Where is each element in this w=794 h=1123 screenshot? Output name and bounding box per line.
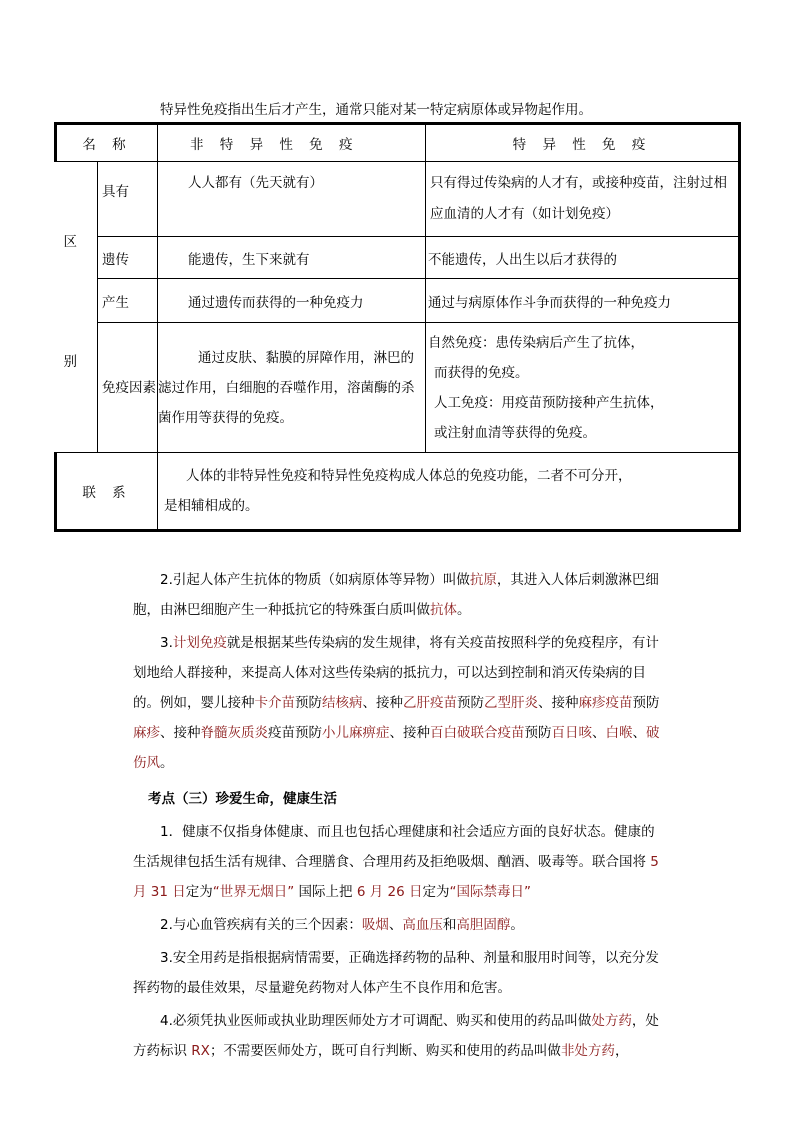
specific-line: 自然免疫：患传染病后产生了抗体， — [428, 334, 645, 351]
table-header-row — [56, 124, 740, 162]
text: ， — [614, 1043, 629, 1059]
term: 白喉 — [605, 725, 633, 741]
paragraph-antigen — [133, 565, 663, 625]
paragraph-prescription — [133, 1006, 663, 1066]
specific-line: 而获得的免疫。 — [434, 364, 529, 381]
row-nonspecific: 人人都有（先天就有） — [158, 162, 426, 237]
header-nonspecific: 非 特 异 性 免 疫 — [158, 124, 426, 162]
section-heading: 考点（三）珍爱生命，健康生活 — [148, 791, 337, 807]
term: RX — [191, 1043, 210, 1059]
link-content — [158, 453, 740, 531]
row-nonspecific: 通过遗传而获得的一种免疫力 — [158, 279, 426, 323]
term: 麻疹 — [133, 725, 160, 741]
text: 预防 — [295, 695, 322, 711]
group-label-bie: 别 — [63, 354, 77, 370]
term: 高胆固醇 — [456, 917, 511, 933]
table-row — [56, 323, 740, 453]
text: 国际上把 — [294, 884, 357, 900]
paragraph-cardiovascular — [133, 910, 663, 940]
row-label: 遗传 — [98, 237, 158, 279]
paragraph-planned-immunity — [133, 628, 663, 778]
term: 计划免疫 — [172, 635, 227, 651]
link-line: 人体的非特异性免疫和特异性免疫构成人体总的免疫功能，二者不可分开， — [186, 468, 632, 484]
text: 2.与心血管疾病有关的三个因素： — [160, 917, 362, 933]
date: 5 月 31 日 — [133, 854, 659, 900]
text: ，处方药标识 — [133, 1013, 659, 1059]
group-label-qu: 区 — [63, 234, 77, 250]
row-nonspecific: 通过皮肤、黏膜的屏障作用，淋巴的滤过作用，白细胞的吞噬作用，溶菌酶的杀菌作用等获得的免疫。 — [158, 323, 426, 453]
text: 、接种 — [538, 695, 579, 711]
term: 高血压 — [402, 917, 443, 933]
text: 预防 — [632, 695, 660, 711]
term: 乙肝疫苗 — [403, 695, 457, 711]
text: 定为 — [185, 884, 213, 900]
row-label: 免疫因素 — [98, 323, 158, 453]
link-label: 联 系 — [56, 453, 158, 531]
term: 麻疹疫苗 — [578, 695, 633, 711]
row-specific-cell — [426, 323, 740, 453]
table-row — [56, 162, 740, 237]
text: 。 — [160, 755, 174, 771]
text: ，其进入人体后刺激淋巴细胞，由淋巴细胞产生一种抵抗它的特殊蛋白质叫做 — [133, 572, 659, 618]
immunity-comparison-table — [54, 122, 741, 532]
text: 预防 — [524, 725, 552, 741]
text: 4.必须凭执业医师或执业助理医师处方才可调配、购买和使用的药品叫做 — [160, 1013, 592, 1029]
specific-line: 人工免疫：用疫苗预防接种产生抗体， — [434, 394, 664, 411]
row-nonspecific: 能遗传，生下来就有 — [158, 237, 426, 279]
term: 处方药 — [591, 1013, 632, 1029]
text: 就是根据某些传染病的发生规律，将有关疫苗按照科学的免疫程序，有计划地给人群接种，来提高人体对这些传染病的抵抗力，可以达到控制和消灭传染病的目的。例如，婴儿接种 — [133, 635, 659, 711]
text: 预防 — [457, 695, 484, 711]
link-line: 是相辅相成的。 — [164, 498, 259, 514]
text: 、接种 — [362, 695, 403, 711]
intro-line: 特异性免疫指出生后才产生，通常只能对某一特定病原体或异物起作用。 — [160, 102, 592, 118]
paragraph-health — [133, 817, 663, 907]
term: 乙型肝炎 — [484, 695, 538, 711]
term: 非处方药 — [560, 1043, 615, 1059]
header-specific: 特 异 性 免 疫 — [426, 124, 740, 162]
table-row — [56, 279, 740, 323]
text: ；不需要医师处方，既可自行判断、购买和使用的药品叫做 — [209, 1043, 561, 1059]
text: 、接种 — [389, 725, 430, 741]
text: 3. — [160, 635, 173, 651]
paragraph-safe-medication: 3.安全用药是指根据病情需要，正确选择药物的品种、剂量和服用时间等，以充分发挥药物的最佳效果，尽量避免药物对人体产生不良作用和危害。 — [133, 950, 659, 996]
date: 6 月 26 日 — [356, 884, 423, 900]
term-antigen: 抗原 — [469, 572, 497, 588]
row-specific: 只有得过传染病的人才有，或接种疫苗，注射过相应血清的人才有（如计划免疫） — [426, 162, 740, 237]
row-specific: 通过与病原体作斗争而获得的一种免疫力 — [426, 279, 740, 323]
text: 、 — [632, 725, 646, 741]
body-text — [133, 565, 663, 1066]
table-link-row — [56, 453, 740, 531]
term: “国际禁毒日” — [449, 884, 532, 900]
text: 。 — [457, 602, 471, 618]
term: 卡介苗 — [254, 695, 295, 711]
text: 、 — [592, 725, 606, 741]
table-row — [56, 237, 740, 279]
row-label: 产生 — [98, 279, 158, 323]
term: 百白破联合疫苗 — [430, 725, 525, 741]
term: “世界无烟日” — [212, 884, 295, 900]
term: 脊髓灰质炎 — [200, 725, 268, 741]
text: 2.引起人体产生抗体的物质（如病原体等异物）叫做 — [160, 572, 470, 588]
row-specific: 不能遗传，人出生以后才获得的 — [426, 237, 740, 279]
text: 1．健康不仅指身体健康、而且也包括心理健康和社会适应方面的良好状态。健康的生活规律包括生活有规律、合理膳食、合理用药及拒绝吸烟、酗酒、吸毒等。联合国将 — [133, 824, 655, 870]
term: 百日咳 — [551, 725, 592, 741]
text: 和 — [442, 917, 457, 933]
group-label-cell — [56, 162, 98, 453]
term: 吸烟 — [361, 917, 389, 933]
term: 结核病 — [322, 695, 363, 711]
text: 、接种 — [160, 725, 201, 741]
text: 。 — [510, 917, 524, 933]
term: 破伤风 — [133, 725, 660, 771]
row-label: 具有 — [98, 162, 158, 237]
header-name: 名 称 — [56, 124, 158, 162]
text: 定为 — [422, 884, 450, 900]
term-antibody: 抗体 — [430, 602, 457, 618]
text: 疫苗预防 — [268, 725, 322, 741]
text: 、 — [388, 917, 403, 933]
specific-line: 或注射血清等获得的免疫。 — [434, 424, 597, 441]
term: 小儿麻痹症 — [322, 725, 390, 741]
